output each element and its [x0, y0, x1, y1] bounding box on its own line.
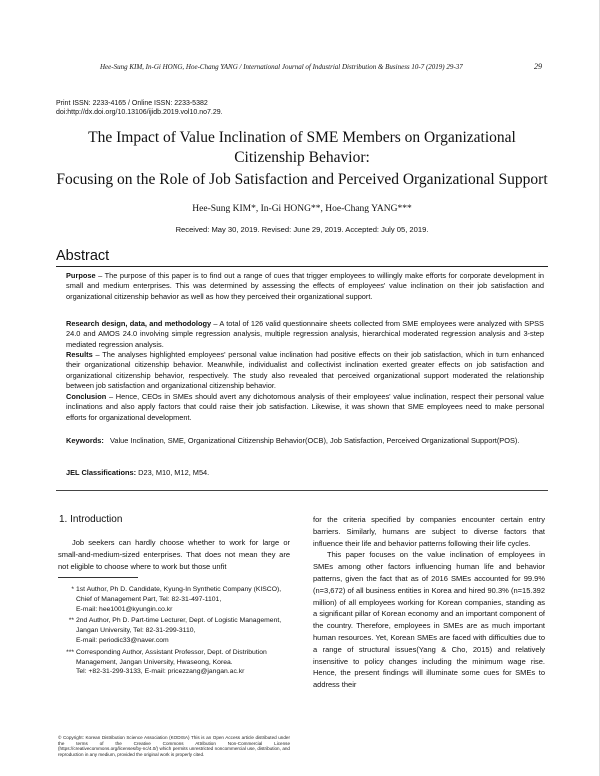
jel-block — [66, 468, 544, 477]
abstract-heading: Abstract — [56, 248, 110, 264]
keywords-text: Value Inclination, SME, Organizational Citizenship Behavior(OCB), Job Satisfaction, Perceived Organizational Support(POS). — [110, 436, 520, 445]
title-line-1: The Impact of Value Inclination of SME Members on Organizational — [88, 129, 516, 146]
abstract-results — [66, 350, 544, 392]
page-number: 29 — [534, 62, 542, 71]
section-heading-introduction: 1. Introduction — [59, 514, 123, 525]
purpose-label: Purpose — [66, 271, 96, 280]
results-text: – The analyses highlighted employees' personal value inclination had positive effects on their job satisfaction, which in turn enhanced their organizational citizenship behavior. Meanwhile, individualist and collectivist inclination exerted greater effects on job satisfaction and organizational citizenship behavior, respectively. The study also revealed that perceived organizational support moderated the relationship between job satisfaction and organizational citizenship behavior. — [66, 350, 544, 391]
issn-line: Print ISSN: 2233-4165 / Online ISSN: 2233-5382 — [56, 100, 208, 107]
footnote-text: 2nd Author, Ph D. Part-time Lecturer, Dept. of Logistic Management, Jangan University, Tel: 82-31-299-3110, — [76, 617, 282, 635]
doi-line: doi:http://dx.doi.org/10.13106/ijidb.2019.vol10.no7.29. — [56, 109, 223, 116]
introduction-left-column — [58, 537, 290, 572]
results-label: Results — [66, 350, 93, 359]
abstract-conclusion — [66, 392, 544, 423]
intro-paragraph-3: This paper focuses on the value inclination of employees in SMEs among other factors influencing human life and behavior patterns, given the fact that as of 2016 SMEs accounted for 99.9% (n=3,672) of all business entities in Korea and hired 90.3% (n=15.392 million) of all employees working for Korean companies, standing as a significant pillar of Korean economy and an important component of the country. Therefore, employees in SMEs are as much important human resources. Yet, Korean SMEs are faced with difficulties due to a range of structural issues(Yang & Cho, 2015) and relatively insensitive to policy changes including the minimum wage rise. Hence, the present findings will illuminate some cues for SMEs to address their — [313, 550, 545, 690]
footnote-second-author — [58, 616, 290, 645]
keywords-label: Keywords: — [66, 436, 104, 445]
abstract-divider — [56, 266, 548, 267]
footnote-first-author — [58, 585, 290, 614]
author-list: Hee-Sung KIM*, In-Gi HONG**, Hoe-Chang YANG*** — [192, 204, 412, 214]
abstract-purpose — [66, 271, 544, 302]
jel-label: JEL Classifications: — [66, 468, 137, 477]
footnote-text: 1st Author, Ph D. Candidate, Kyung-In Synthetic Company (KISCO), Chief of Management Part, Tel: 82-31-497-1101, — [76, 586, 282, 603]
footnote-marker: *** — [66, 648, 74, 656]
intro-paragraph-2: for the criteria specified by companies encounter certain entry barriers. Similarly, humans are subject to diverse factors that influence their life and behavior patterns following their life cycles. — [313, 515, 545, 548]
footnote-corresponding-author — [58, 648, 290, 677]
paper-title — [56, 128, 548, 190]
introduction-right-column — [313, 514, 545, 691]
title-line-2: Citizenship Behavior: — [234, 148, 370, 166]
issn-block — [56, 99, 223, 117]
footnote-text: Corresponding Author, Assistant Professor, Dept. of Distribution Management, Jangan University, Hwaseong, Korea. — [76, 648, 267, 666]
jel-text: D23, M10, M12, M54. — [136, 468, 210, 477]
intro-paragraph-1: Job seekers can hardly choose whether to work for large or small-and-medium-sized enterprises. That does not mean they are not eligible to choose where to work but those unfit — [58, 538, 290, 571]
footnotes — [58, 585, 290, 679]
footnote-marker: * — [71, 586, 74, 593]
title-line-3: Focusing on the Role of Job Satisfaction and Perceived Organizational Support — [56, 171, 548, 188]
footnote-email: E-mail: hee1001@kyungin.co.kr — [76, 605, 173, 613]
footnote-contact: Tel: +82-31-299-3133, E-mail: pricezzang@jangan.ac.kr — [76, 668, 245, 676]
abstract-end-divider — [56, 490, 548, 491]
footnote-email: E-mail: periodic33@naver.com — [76, 636, 169, 644]
conclusion-label: Conclusion — [66, 392, 107, 401]
received-dates: Received: May 30, 2019. Revised: June 29, 2019. Accepted: July 05, 2019. — [175, 225, 429, 234]
purpose-text: – The purpose of this paper is to find out a range of cues that trigger employees to willingly make efforts for corporate development in small and medium enterprises. This was determined by assessing the effects of employees' value inclination on their job satisfaction and organizational citizenship behavior as well as how they perceived their organizational support. — [66, 271, 544, 301]
keywords-block — [66, 436, 544, 446]
design-label: Research design, data, and methodology — [66, 319, 212, 328]
running-header: Hee-Sung KIM, In-Gi HONG, Hoe-Chang YANG / International Journal of Industrial Distribution & Business 10-7 (2019) 29-37 — [100, 63, 463, 71]
copyright-notice: © Copyright: Korean Distribution Science Association (KODISA) This is an Open Access article distributed under the terms of the Creative Commons Attribution Non-Commercial License (https://creativecommons.org/licenses/by-nc/4.0/) which permits unrestricted noncommercial use, distribution, and reproduction in any medium, provided the original work is properly cited. — [58, 735, 290, 757]
footnote-marker: ** — [68, 617, 74, 625]
footnote-divider — [58, 577, 138, 578]
conclusion-text: – Hence, CEOs in SMEs should avert any dichotomous analysis of their employees' value inclination, respect their personal value inclinations and also apply factors that could raise their job satisfaction. Likewise, it was shown that SME employees need to make personal efforts for organizational development. — [66, 392, 544, 422]
abstract-design — [66, 319, 544, 350]
design-text: – A total of 126 valid questionnaire sheets collected from SME employees were analyzed with SPSS 24.0 and AMOS 24.0 involving simple regression analysis, multiple regression analysis, hierarchical moderated regression analysis and 3-step mediated regression analysis. — [66, 319, 544, 349]
